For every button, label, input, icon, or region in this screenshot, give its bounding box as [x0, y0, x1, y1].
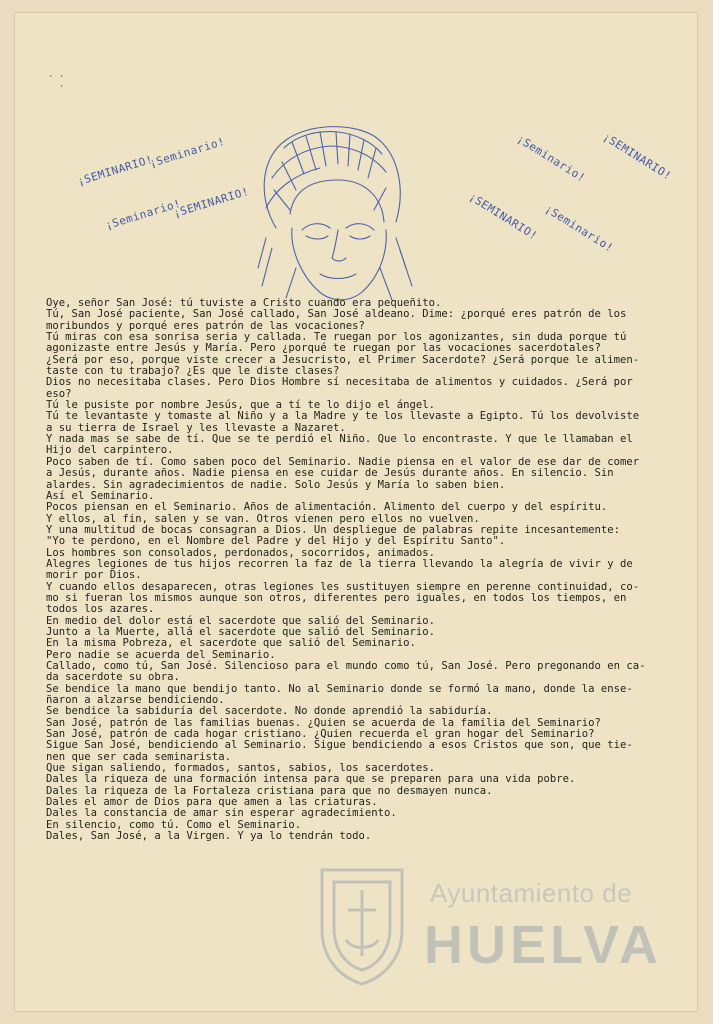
text-line: a Jesús, durante años. Nadie piensa en ese cuidar de Jesús durante años. En silencio. Sin	[46, 467, 614, 480]
text-line: moribundos y porqué eres patrón de las vocaciones?	[46, 319, 365, 332]
text-line: Tú miras con esa sonrisa seria y callada. Te ruegan por los agonizantes, sin duda porque tú	[46, 331, 627, 344]
text-line: agonizaste entre Jesús y María. Pero ¿porqué te ruegan por las vocaciones sacerdotales?	[46, 342, 601, 355]
huelva-shield-icon	[312, 860, 412, 988]
watermark-line-1: Ayuntamiento de	[430, 878, 633, 908]
text-line: Dales la riqueza de la Fortaleza cristiana para que no desmayen nunca.	[46, 784, 493, 797]
text-line: Dios no necesitaba clases. Pero Dios Hombre sí necesitaba de alimentos y cuidados. ¿Será por	[46, 376, 633, 389]
seminario-stamp: ¡Seminario!	[514, 132, 588, 185]
text-line: mo si fueran los mismos aunque son otros, diferentes pero iguales, en todos los tiempos, en	[46, 591, 627, 604]
text-line: da sacerdote su obra.	[46, 671, 180, 684]
text-line: Y nada mas se sabe de tí. Que se te perdió el Niño. Que lo encontraste. Y que le llamaban el	[46, 433, 633, 446]
text-line: Sigue San José, bendiciendo al Seminario. Sigue bendiciendo a esos Cristos que son, que tie-	[46, 739, 633, 752]
seminario-stamp: ¡SEMINARIO!	[600, 130, 674, 183]
text-line: Poco saben de tí. Como saben poco del Seminario. Nadie piensa en el valor de ese dar de comer	[46, 455, 640, 468]
text-line: Se bendice la sabiduría del sacerdote. No donde aprendió la sabiduría.	[46, 705, 493, 718]
text-line: San José, patrón de las familias buenas. ¿Quien se acuerda de la familia del Seminario?	[46, 716, 601, 729]
text-line: Así el Seminario.	[46, 489, 155, 502]
text-line: Tú, San José paciente, San José callado, San José aldeano. Dime: ¿porqué eres patrón de los	[46, 308, 627, 321]
text-line: morir por Dios.	[46, 569, 142, 582]
text-line: Dales, San José, a la Virgen. Y ya lo tendrán todo.	[46, 830, 372, 843]
seminario-stamp: ¡SEMINARIO!	[75, 152, 155, 189]
text-line: nen que ser cada seminarista.	[46, 750, 231, 763]
text-line: Y cuando ellos desaparecen, otras legiones les sustituyen siempre en perenne continuidad, co-	[46, 580, 640, 593]
text-line: Dales el amor de Dios para que amen a las criaturas.	[46, 796, 378, 809]
seminario-stamp: ¡Seminario!	[103, 196, 183, 233]
letter-body	[46, 298, 686, 843]
text-line: Hijo del carpintero.	[46, 444, 174, 457]
watermark	[312, 860, 662, 988]
text-line: todos los azares.	[46, 603, 155, 616]
text-line: Tú te levantaste y tomaste al Niño y a la Madre y te los llevaste a Egipto. Tú los devolviste	[46, 410, 640, 423]
text-line: En silencio, como tú. Como el Seminario.	[46, 818, 302, 831]
text-line: ¿Será por eso, porque viste crecer a Jesucristo, el Primer Sacerdote? ¿Será porque le alimen-	[46, 353, 640, 366]
text-line: En medio del dolor está el sacerdote que salió del Seminario.	[46, 614, 436, 627]
text-line: Pero nadie se acuerda del Seminario.	[46, 648, 276, 661]
text-line: taste con tu trabajo? ¿Es que le diste clases?	[46, 365, 340, 378]
text-line: "Yo te perdono, en el Nombre del Padre y del Hijo y del Espíritu Santo".	[46, 535, 506, 548]
text-line: Pocos piensan en el Seminario. Años de alimentación. Alimento del cuerpo y del espíritu.	[46, 501, 608, 514]
text-line: Callado, como tú, San José. Silencioso para el mundo como tú, San José. Pero pregonando en ca-	[46, 660, 646, 672]
text-line: Dales la riqueza de una formación intensa para que se preparen para una vida pobre.	[46, 773, 576, 786]
text-line: Los hombres son consolados, perdonados, socorridos, animados.	[46, 546, 436, 559]
text-line: Que sigan saliendo, formados, santos, sabios, los sacerdotes.	[46, 762, 436, 775]
text-line: a su tierra de Israel y les llevaste a Nazaret.	[46, 421, 346, 434]
seminario-stamp: ¡SEMINARIO!	[171, 184, 251, 221]
text-line: Dales la constancia de amar sin esperar agradecimiento.	[46, 807, 397, 820]
text-line: Oye, señor San José: tú tuviste a Cristo cuando era pequeñito.	[46, 297, 442, 309]
text-line: San José, patrón de cada hogar cristiano. ¿Quien recuerda el gran hogar del Seminario?	[46, 728, 595, 741]
text-line: eso?	[46, 387, 72, 400]
text-line: Junto a la Muerte, allá el sacerdote que salió del Seminario.	[46, 625, 436, 638]
text-line: Y ellos, al fin, salen y se van. Otros vienen pero ellos no vuelven.	[46, 512, 480, 525]
watermark-line-2: HUELVA	[424, 915, 662, 975]
stray-marks: · · ·	[48, 72, 65, 92]
seminario-stamp: ¡Seminario!	[542, 202, 616, 255]
text-line: En la misma Pobreza, el sacerdote que salió del Seminario.	[46, 637, 416, 650]
text-line: ñaron a alzarse bendiciendo.	[46, 694, 225, 707]
text-line: Y una multitud de bocas consagran a Dios. Un despliegue de palabras repite incesantemente:	[46, 523, 621, 536]
child-portrait-sketch	[246, 118, 416, 308]
text-line: Alegres legiones de tus hijos recorren la faz de la tierra llevando la alegría de vivir y de	[46, 557, 633, 570]
text-line: Tú le pusiste por nombre Jesús, que a tí te lo dijo el ángel.	[46, 399, 436, 412]
text-line: alardes. Sin agradecimientos de nadie. Solo Jesús y María lo saben bien.	[46, 478, 506, 491]
text-line: Se bendice la mano que bendijo tanto. No al Seminario donde se formó la mano, donde la ense-	[46, 682, 633, 695]
seminario-stamp: ¡Seminario!	[147, 134, 227, 171]
seminario-stamp: ¡SEMINARIO!	[466, 190, 540, 243]
